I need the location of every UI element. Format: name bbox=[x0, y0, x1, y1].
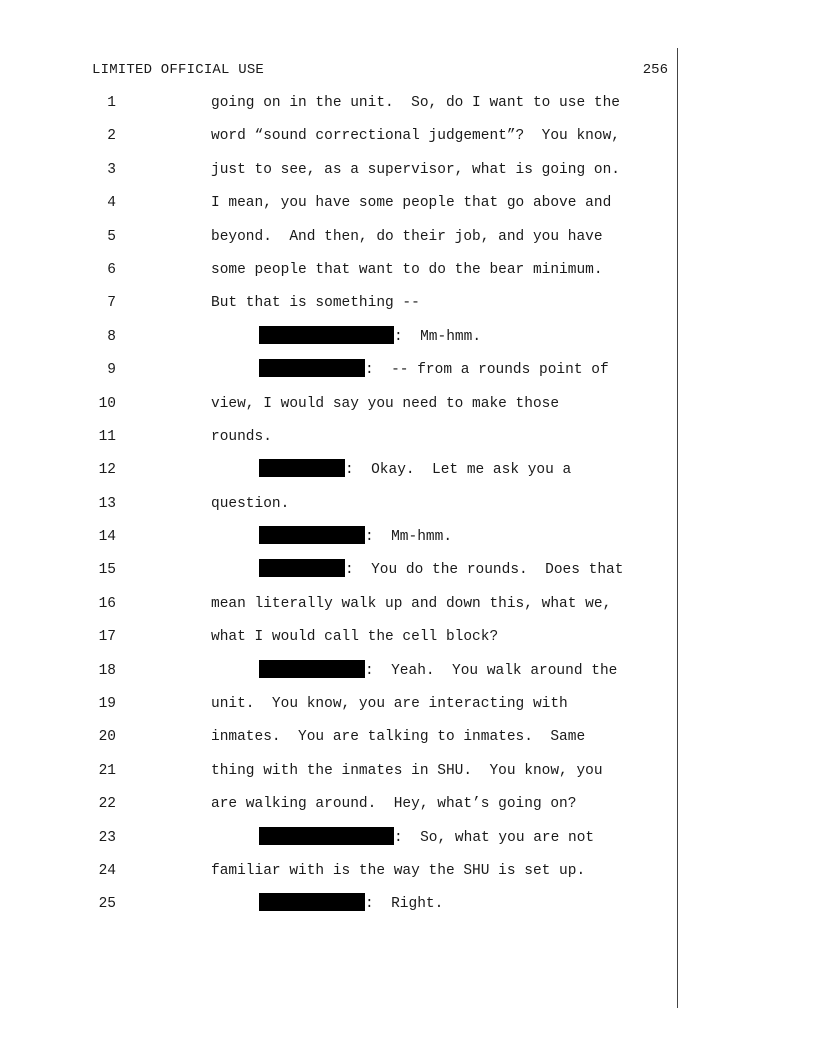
speaker-line bbox=[259, 359, 609, 381]
line-number: 8 bbox=[107, 328, 116, 345]
speaker-text: : Yeah. You walk around the bbox=[365, 662, 618, 679]
redaction-bar bbox=[259, 326, 394, 344]
speaker-text: : Right. bbox=[365, 896, 444, 913]
line-text: I mean, you have some people that go above and bbox=[211, 195, 612, 212]
page-number: 256 bbox=[642, 62, 668, 78]
transcript-line bbox=[0, 660, 816, 693]
transcript-line bbox=[0, 860, 816, 893]
line-text: word “sound correctional judgement”? You know, bbox=[211, 128, 620, 145]
line-number: 11 bbox=[98, 428, 116, 445]
line-text: rounds. bbox=[211, 428, 272, 445]
transcript-line bbox=[0, 292, 816, 325]
speaker-text: : You do the rounds. Does that bbox=[345, 562, 624, 579]
transcript-line bbox=[0, 326, 816, 359]
line-text: just to see, as a supervisor, what is going on. bbox=[211, 161, 620, 178]
redaction-bar bbox=[259, 359, 365, 377]
transcript-line bbox=[0, 192, 816, 225]
line-number: 23 bbox=[98, 829, 116, 846]
transcript-line bbox=[0, 125, 816, 158]
speaker-line bbox=[259, 827, 594, 849]
transcript-line bbox=[0, 593, 816, 626]
transcript-line bbox=[0, 626, 816, 659]
line-number: 1 bbox=[107, 95, 116, 111]
transcript-line bbox=[0, 426, 816, 459]
line-text: are walking around. Hey, what’s going on? bbox=[211, 796, 577, 813]
line-number: 6 bbox=[107, 261, 116, 278]
transcript-line bbox=[0, 226, 816, 259]
redaction-bar bbox=[259, 660, 365, 678]
transcript-line bbox=[0, 827, 816, 860]
transcript-line bbox=[0, 159, 816, 192]
line-number: 12 bbox=[98, 462, 116, 479]
speaker-line bbox=[259, 559, 623, 581]
transcript-line bbox=[0, 259, 816, 292]
line-number: 2 bbox=[107, 128, 116, 145]
transcript-line bbox=[0, 459, 816, 492]
line-text: inmates. You are talking to inmates. Same bbox=[211, 729, 586, 746]
transcript-line bbox=[0, 726, 816, 759]
redaction-bar bbox=[259, 459, 345, 477]
transcript-line bbox=[0, 493, 816, 526]
line-number: 21 bbox=[98, 762, 116, 779]
line-text: thing with the inmates in SHU. You know, you bbox=[211, 762, 603, 779]
line-text: beyond. And then, do their job, and you have bbox=[211, 228, 603, 245]
line-number: 9 bbox=[107, 362, 116, 379]
transcript-line bbox=[0, 359, 816, 392]
line-text: mean literally walk up and down this, what we, bbox=[211, 595, 612, 612]
speaker-text: : So, what you are not bbox=[394, 829, 595, 846]
transcript-line bbox=[0, 793, 816, 826]
line-text: question. bbox=[211, 495, 290, 512]
line-number: 14 bbox=[98, 529, 116, 546]
transcript-body bbox=[0, 92, 816, 927]
line-number: 4 bbox=[107, 195, 116, 212]
speaker-line bbox=[259, 893, 443, 915]
speaker-line bbox=[259, 526, 452, 548]
line-number: 24 bbox=[98, 862, 116, 879]
transcript-line bbox=[0, 526, 816, 559]
line-number: 3 bbox=[107, 161, 116, 178]
line-number: 13 bbox=[98, 495, 116, 512]
line-number: 16 bbox=[98, 595, 116, 612]
redaction-bar bbox=[259, 526, 365, 544]
line-number: 5 bbox=[107, 228, 116, 245]
line-text: what I would call the cell block? bbox=[211, 629, 499, 646]
line-number: 17 bbox=[98, 629, 116, 646]
transcript-line bbox=[0, 393, 816, 426]
speaker-text: : Okay. Let me ask you a bbox=[345, 462, 572, 479]
line-number: 10 bbox=[98, 395, 116, 412]
line-text: going on in the unit. So, do I want to use the bbox=[211, 95, 620, 111]
speaker-line bbox=[259, 459, 571, 481]
transcript-line bbox=[0, 760, 816, 793]
line-number: 20 bbox=[98, 729, 116, 746]
redaction-bar bbox=[259, 559, 345, 577]
line-text: unit. You know, you are interacting with bbox=[211, 696, 568, 713]
line-number: 15 bbox=[98, 562, 116, 579]
line-number: 25 bbox=[98, 896, 116, 913]
line-number: 22 bbox=[98, 796, 116, 813]
transcript-line bbox=[0, 559, 816, 592]
transcript-line bbox=[0, 893, 816, 926]
speaker-line bbox=[259, 326, 481, 348]
speaker-line bbox=[259, 660, 617, 682]
line-text: familiar with is the way the SHU is set up. bbox=[211, 862, 586, 879]
speaker-text: : Mm-hmm. bbox=[365, 529, 453, 546]
speaker-text: : -- from a rounds point of bbox=[365, 362, 609, 379]
line-number: 18 bbox=[98, 662, 116, 679]
redaction-bar bbox=[259, 893, 365, 911]
transcript-line bbox=[0, 693, 816, 726]
speaker-text: : Mm-hmm. bbox=[394, 328, 482, 345]
classification-header: LIMITED OFFICIAL USE bbox=[92, 62, 265, 78]
line-number: 19 bbox=[98, 696, 116, 713]
redaction-bar bbox=[259, 827, 394, 845]
line-text: But that is something -- bbox=[211, 295, 420, 312]
line-number: 7 bbox=[107, 295, 116, 312]
transcript-line bbox=[0, 92, 816, 125]
line-text: some people that want to do the bear minimum. bbox=[211, 261, 603, 278]
line-text: view, I would say you need to make those bbox=[211, 395, 560, 412]
